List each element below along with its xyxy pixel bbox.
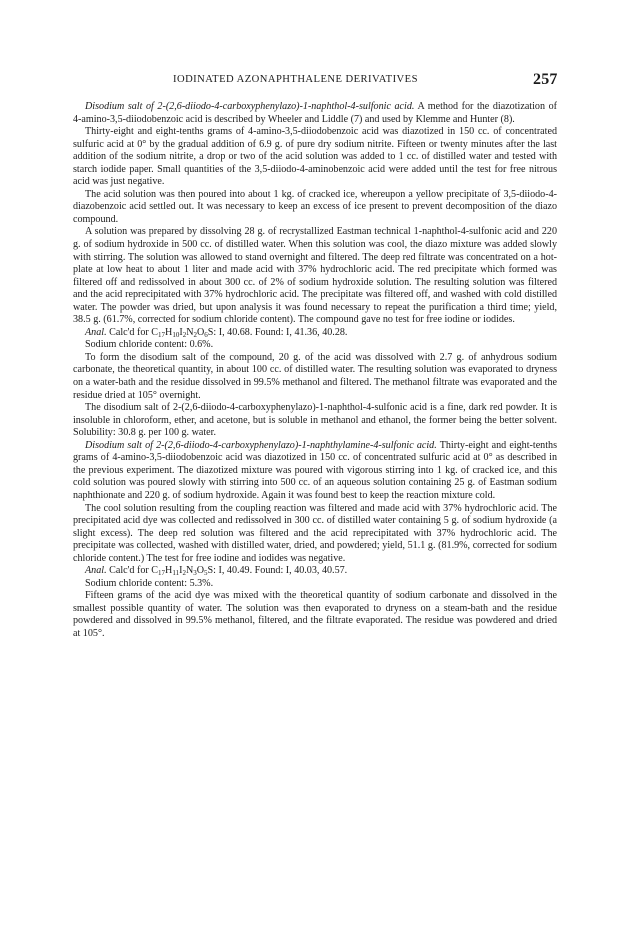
running-title: IODINATED AZONAPHTHALENE DERIVATIVES (173, 74, 418, 85)
running-head (0, 71, 629, 90)
analysis-1: Anal. Calc'd for $C_{17}H_{10}I_2N_2O_6S$: I, 40.68. Found: I, 41.36, 40.28. (85, 326, 348, 339)
analysis-1-label: Anal. (85, 326, 107, 338)
paragraph-7: To form the disodium salt of the compound, 20 g. of the acid was dissolved with 2.7 g. of anhydrous sodium carbonate, the theoretical quantity, in about 100 cc. of distilled water. The resulting solution was evaporated to dryness on a water-bath and the residue dissolved in 99.5% methanol and filtered. The methanol filtrate was evaporated and the residue dried at 105° overnight. (73, 351, 557, 401)
sodium-chloride-content-1: Sodium chloride content: 0.6%. (85, 339, 214, 351)
paragraph-10: The cool solution resulting from the coupling reaction was filtered and made acid with 37% hydrochloric acid. The precipitated acid dye was collected and redissolved in 300 cc. of distilled water containing 5 g. of sodium hydroxide (a slight excess). The deep red solution was filtered and the acid reprecipitated with 37% hydrochloric acid. The precipitate was collected, washed with distilled water, dried, and powdered; yield, 51.1 g. (81.9%, corrected for sodium chloride content.) The test for free iodine and iodides was negative. (73, 502, 557, 564)
page-number: 257 (533, 71, 558, 88)
article-body (73, 101, 557, 641)
compound-heading-1: Disodium salt of 2-(2,6-diiodo-4-carboxyphenylazo)-1-naphthol-4-sulfonic acid. (85, 101, 415, 112)
paragraph-9 (73, 440, 557, 503)
analysis-2: Anal. Calc'd for $C_{17}H_{11}I_2N_3O_5S$: I, 40.49. Found: I, 40.03, 40.57. (85, 565, 348, 578)
sodium-chloride-content-2: Sodium chloride content: 5.3%. (85, 577, 214, 589)
paragraph-8: The disodium salt of 2-(2,6-diiodo-4-carboxyphenylazo)-1-naphthol-4-sulfonic acid is a fine, dark red powder. It is insoluble in chloroform, ether, and acetone, but is soluble in methanol and ethanol, the former being the better solvent. Solubility: 30.8 g. per 100 g. water. (73, 402, 557, 439)
paragraph-13: Fifteen grams of the acid dye was mixed with the theoretical quantity of sodium carbonate and dissolved in the smallest possible quantity of water. The solution was then evaporated to dryness on a steam-bath and the residue powdered and dissolved in 99.5% methanol, filtered, and the filtrate evaporated. The residue was powdered and dried at 105°. (73, 590, 557, 639)
paragraph-1-text: A method for the diazotization of 4-amino-3,5-diiodobenzoic acid is described by Wheeler and Liddle (7) and used by Klemme and Hunter (8). (73, 101, 557, 125)
compound-heading-2: Disodium salt of 2-(2,6-diiodo-4-carboxyphenylazo)-1-naphthylamine-4-sulfonic acid. (85, 439, 437, 451)
paragraph-3: The acid solution was then poured into about 1 kg. of cracked ice, whereupon a yellow precipitate of 3,5-diiodo-4-diazobenzoic acid settled out. It was necessary to keep an excess of ice present to prevent decomposition of the diazo compound. (73, 188, 557, 225)
paragraph-9-text: Thirty-eight and eight-tenths grams of 4-amino-3,5-diiodobenzoic acid was diazotized in 150 cc. of concentrated sulfuric acid at 0° as described in the previous experiment. The diazotized mixture was poured with vigorous stirring into 1 kg. of cracked ice, and this cold solution was poured slowly with stirring into 500 cc. of an aqueous solution containing 25 g. of Eastman sodium naphthionate and 220 g. of sodium hydroxide. Again it was found best to keep the reaction mixture cold. (73, 439, 558, 501)
paragraph-2: Thirty-eight and eight-tenths grams of 4-amino-3,5-diiodobenzoic acid was diazotized in 150 cc. of concentrated sulfuric acid at 0° by the gradual addition of 6.9 g. of pure dry sodium nitrite. Fifteen or twenty minutes after the last addition of the sodium nitrite, a drop or two of the acid solution was added to 1 cc. of distilled water and tested with starch iodide paper. Small quantities of the 3,5-diiodo-4-aminobenzoic acid were added until the test for free nitrous acid was just negative. (73, 126, 557, 188)
paragraph-1 (73, 101, 557, 126)
analysis-2-label: Anal. (85, 565, 107, 577)
paragraph-4: A solution was prepared by dissolving 28 g. of recrystallized Eastman technical 1-naphthol-4-sulfonic acid and 220 g. of sodium hydroxide in 500 cc. of distilled water. When this solution was cool, the diazo mixture was added slowly with stirring. The solution was allowed to stand overnight and filtered. The deep red filtrate was concentrated on a hot-plate at low heat to about 1 liter and made acid with 37% hydrochloric acid. The red precipitate which formed was filtered off and redissolved in about 300 cc. of 2% of sodium hydroxide solution. The resulting solution was filtered and the acid reprecipitated with 37% hydrochloric acid. The precipitate was filtered off, and washed with cold distilled water. The powder was dried, but upon analysis it was found necessary to repeat the purification a third time; yield, 38.5 g. (61.7%, corrected for sodium chloride content). The compound gave no test for free iodine or iodides. (73, 226, 557, 326)
